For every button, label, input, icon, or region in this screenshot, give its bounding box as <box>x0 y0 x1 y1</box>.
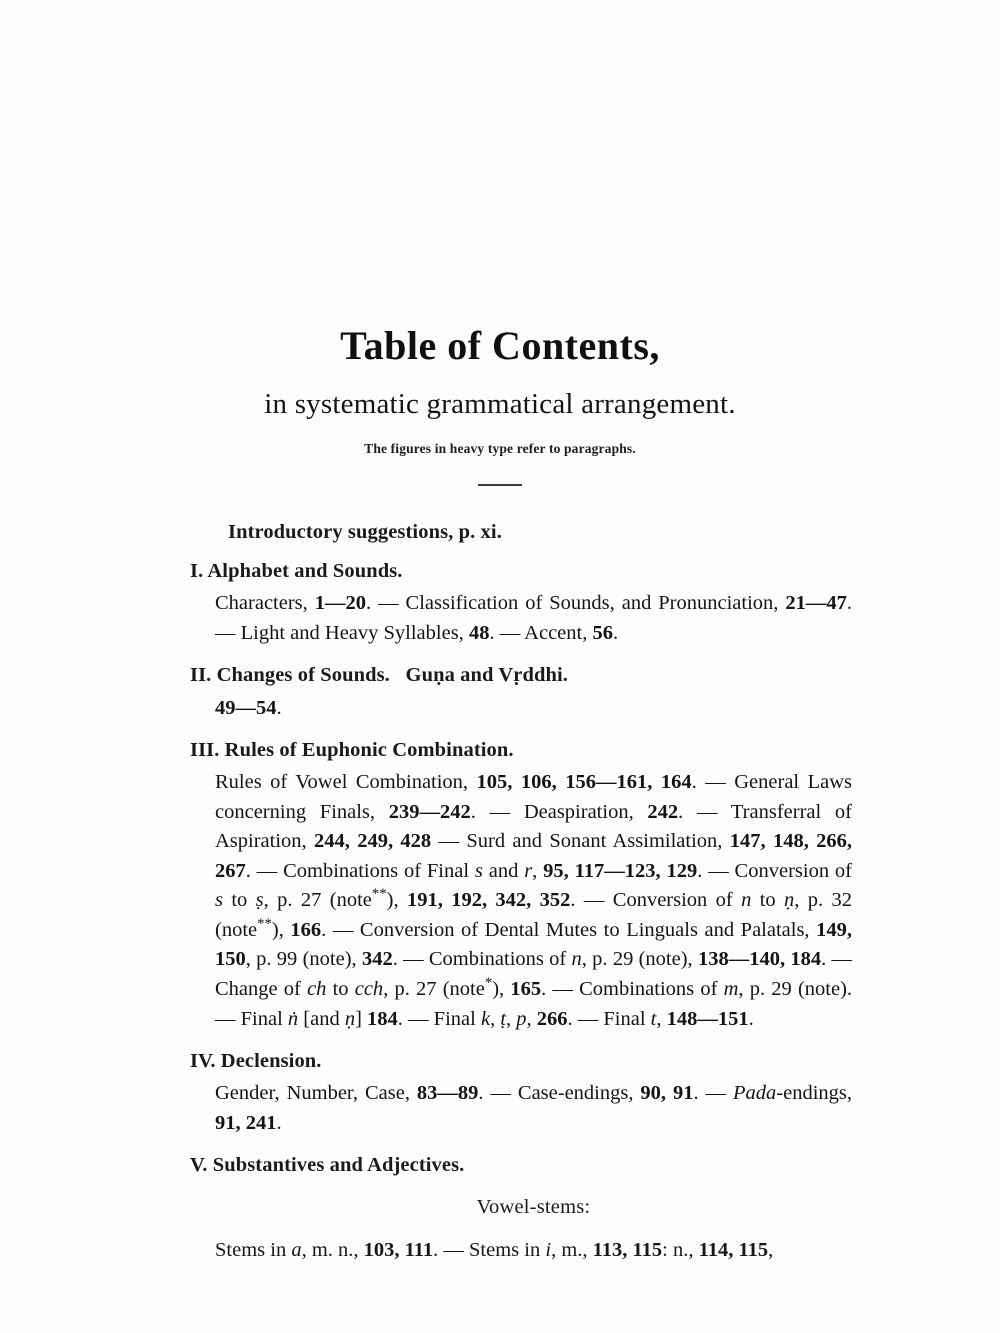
section-declension <box>0 1034 1000 1138</box>
section-body: 49—54. <box>215 696 282 719</box>
figures-note: The figures in heavy type refer to paragraphs. <box>364 441 636 456</box>
section-body: Characters, 1—20. — Classification of Sounds, and Pronunciation, 21—47. — Light and Heavy Syllables, 48. — Accent, 56. <box>215 592 852 644</box>
vowel-stems-subheading: Vowel-stems: <box>476 1195 591 1218</box>
section-heading: III. Rules of Euphonic Combination. <box>190 739 514 762</box>
horizontal-rule <box>478 484 522 486</box>
page-subtitle: in systematic grammatical arrangement. <box>264 388 736 420</box>
section-heading: II. Changes of Sounds. Guṇa and Vṛddhi. <box>190 664 569 687</box>
section-changes-of-sounds <box>0 648 1000 723</box>
divider-wrap <box>0 457 1000 491</box>
section-alphabet-and-sounds <box>0 544 1000 648</box>
introductory-suggestions-entry: Introductory suggestions, p. xi. <box>228 521 502 543</box>
table-of-contents-list <box>0 544 1000 1265</box>
page-title: Table of Contents, <box>340 323 660 368</box>
section-heading: V. Substantives and Adjectives. <box>190 1154 465 1177</box>
section-heading: IV. Declension. <box>190 1050 322 1073</box>
section-rules-of-euphonic-combination <box>0 723 1000 1034</box>
section-body: Gender, Number, Case, 83—89. — Case-endings, 90, 91. — Pada-endings, 91, 241. <box>215 1082 852 1134</box>
section-body: Rules of Vowel Combination, 105, 106, 156—161, 164. — General Laws concerning Finals, 239—242. — Deaspiration, 242. — Transferral of Aspiration, 244, 249, 428 — Surd and Sonant Assimilation, 147, 148, 266, 267. — Combinations of Final s and r, 95, 117—123, 129. — Conversion of s to ṣ, p. 27 (note**), 191, 192, 342, 352. — Conversion of n to ṇ, p. 32 (note**), 166. — Conversion of Dental Mutes to Linguals and Palatals, 149, 150, p. 99 (note), 342. — Combinations of n, p. 29 (note), 138—140, 184. — Change of ch to cch, p. 27 (note*), 165. — Combinations of m, p. 29 (note). — Final ṅ [and ṇ] 184. — Final k, ṭ, p, 266. — Final t, 148—151. <box>215 771 853 1030</box>
section-body-continued: Stems in a, m. n., 103, 111. — Stems in i, m., 113, 115: n., 114, 115, <box>215 1238 774 1261</box>
section-heading: I. Alphabet and Sounds. <box>190 560 403 582</box>
section-substantives-and-adjectives <box>0 1138 1000 1265</box>
title-block <box>0 0 1000 491</box>
